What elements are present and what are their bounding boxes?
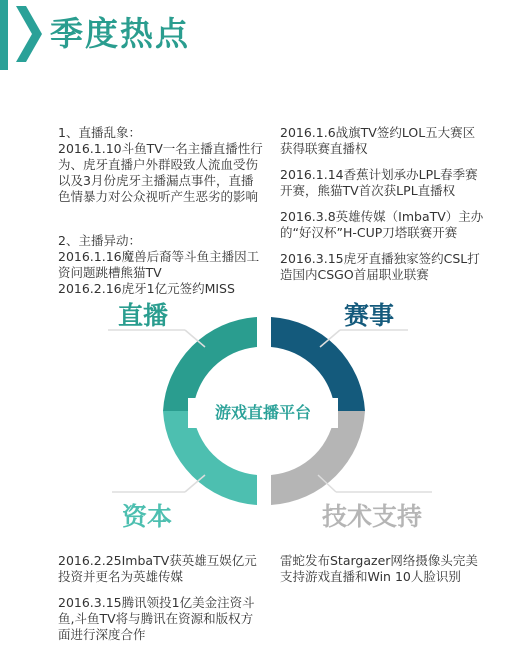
quadrant-label-tech: 技术支持 [322, 502, 423, 531]
note-line: 2016.3.15虎牙直播独家签约CSL打 [280, 251, 480, 266]
note-line: 2016.3.8英雄传媒（ImbaTV）主办 [280, 209, 484, 224]
note-line: 2016.1.14香蕉计划承办LPL春季赛 [280, 167, 478, 182]
page-title: 季度热点 [50, 14, 190, 53]
quadrant-label-capital: 资本 [122, 502, 173, 531]
note-line: 2016.1.6战旗TV签约LOL五大赛区 [280, 125, 476, 140]
note-line: 的“好汉杯”H-CUP刀塔联赛开赛 [280, 225, 458, 240]
tech-note-1 [280, 553, 505, 585]
capital-note-2 [58, 595, 273, 643]
note-line: 造国内CSGO首届职业联赛 [280, 267, 429, 282]
quadrant-label-esports: 赛事 [344, 301, 395, 330]
note-line: 资问题跳槽熊猫TV [58, 265, 162, 280]
note-line: 1、直播乱象： [58, 125, 141, 140]
note-line: 2016.2.25ImbaTV获英雄互娱亿元 [58, 553, 257, 568]
note-line: 2016.1.10斗鱼TV一名主播直播性行 [58, 141, 263, 156]
capital-note-1 [58, 553, 273, 585]
center-platform-label: 游戏直播平台 [188, 398, 338, 428]
note-line: 以及3月份虎牙主播漏点事件，直播 [58, 173, 254, 188]
note-line: 2016.2.16虎牙1亿元签约MISS [58, 281, 235, 296]
note-line: 色情暴力对公众视听产生恶劣的影响 [58, 189, 259, 204]
note-line: 面进行深度合作 [58, 627, 146, 642]
note-line: 为、虎牙直播户外群殴致人流血受伤 [58, 157, 259, 172]
note-line: 支持游戏直播和Win 10人脸识别 [280, 569, 461, 584]
capital-notes [58, 553, 273, 643]
quadrant-live-arc [163, 317, 257, 411]
note-line: 2016.1.16魔兽后裔等斗鱼主播因工 [58, 249, 260, 264]
note-line: 2、主播异动： [58, 233, 141, 248]
note-line: 获得联赛直播权 [280, 141, 368, 156]
note-line: 2016.3.15腾讯领投1亿美金注资斗 [58, 595, 255, 610]
note-line: 鱼,斗鱼TV将与腾讯在资源和版权方 [58, 611, 254, 626]
note-line: 雷蛇发布Stargazer网络摄像头完美 [280, 553, 478, 568]
note-line: 投资并更名为英雄传媒 [58, 569, 184, 584]
tech-notes [280, 553, 505, 585]
note-line: 开赛，熊猫TV首次获LPL直播权 [280, 183, 456, 198]
quadrant-label-live: 直播 [118, 301, 169, 330]
